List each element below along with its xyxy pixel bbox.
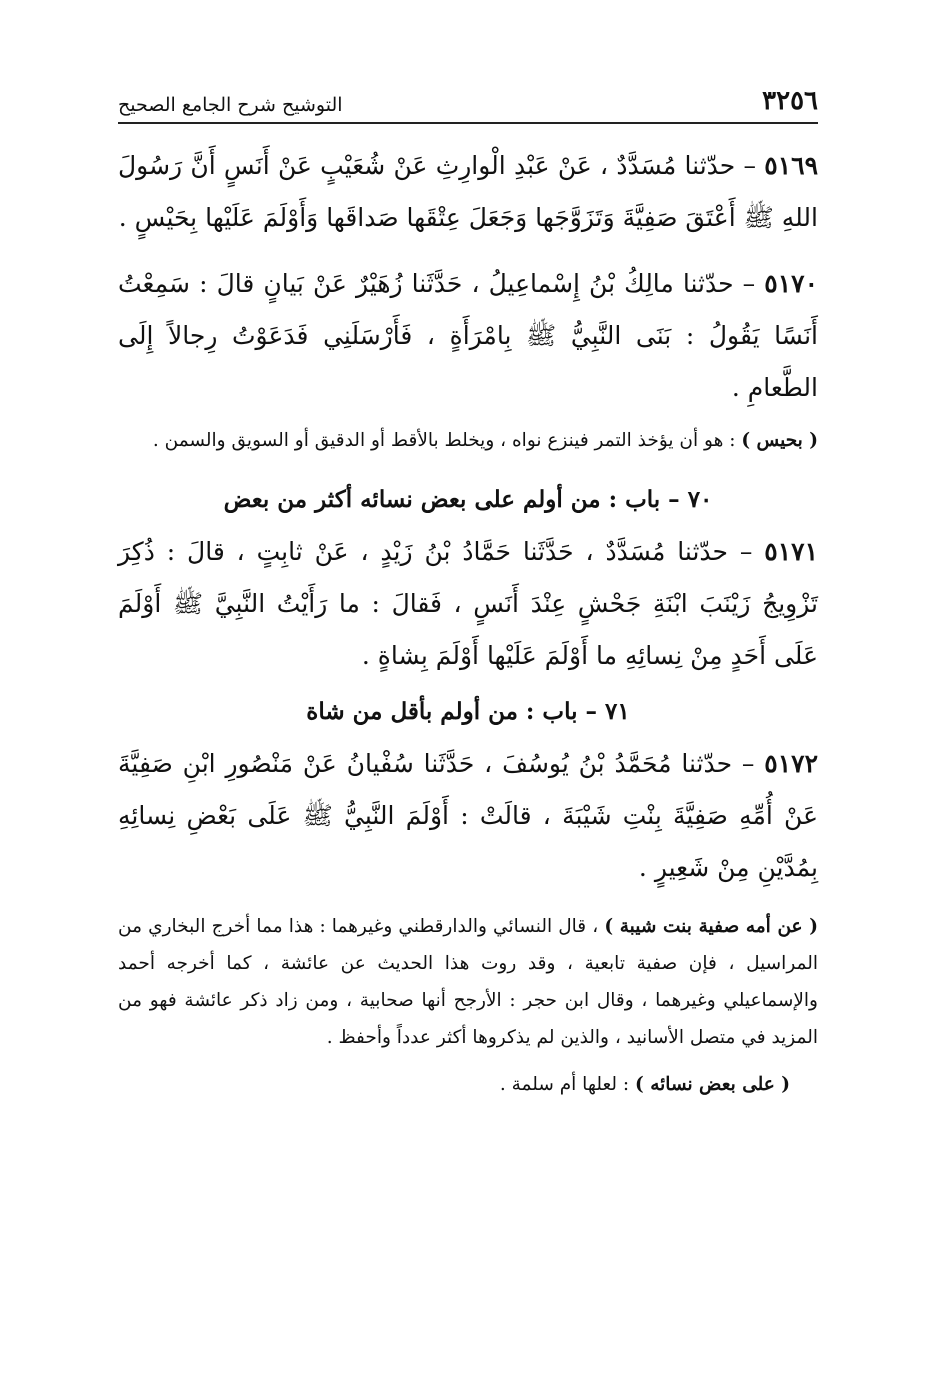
hadith-number: ٥١٧٢: [764, 749, 818, 778]
book-page: [118, 74, 818, 1104]
hadith-5171: [118, 526, 818, 682]
commentary-term: ( بحيس ): [741, 430, 818, 451]
hadith-5170: [118, 258, 818, 414]
hadith-text: – حدّثنا مُسَدَّدٌ ، عَنْ عَبْدِ الْوارِثِ عَنْ شُعَيْبٍ عَنْ أَنَسٍ أَنَّ رَسُولَ اللهِ ﷺ أَعْتَقَ صَفِيَّةَ وَتَزَوَّجَها وَجَعَلَ عِتْقَها صَداقَها وَأَوْلَمَ عَلَيْها بِحَيْسٍ .: [118, 151, 818, 232]
page-header: [118, 74, 818, 124]
chapter-heading-71: ٧١ – باب : من أولم بأقل من شاة: [306, 698, 630, 725]
hadith-text: – حدّثنا مالِكُ بْنُ إِسْماعِيلُ ، حَدَّثَنا زُهَيْرٌ عَنْ بَيانٍ قالَ : سَمِعْتُ أَنَسًا يَقُولُ : بَنَى النَّبِيُّ ﷺ بِامْرَأَةٍ ، فَأَرْسَلَنِي فَدَعَوْتُ رِجالاً إِلَى الطَّعامِ .: [118, 269, 818, 402]
commentary-term: ( عن أمه صفية بنت شيبة ): [604, 916, 819, 937]
hadith-number: ٥١٦٩: [764, 151, 818, 180]
hadith-5169: [118, 140, 818, 244]
chapter-heading-70: ٧٠ – باب : من أولم على بعض نسائه أكثر من بعض: [223, 486, 713, 513]
commentary-some-wives: [118, 1066, 818, 1104]
hadith-5172: [118, 738, 818, 894]
hadith-number: ٥١٧٠: [764, 269, 818, 298]
commentary-text: : لعلها أم سلمة .: [499, 1074, 630, 1095]
page-number: ٣٢٥٦: [762, 86, 818, 116]
commentary-haysa: [118, 422, 818, 460]
commentary-term: ( على بعض نسائه ): [635, 1074, 790, 1095]
commentary-safiyya: [118, 908, 818, 1056]
hadith-number: ٥١٧١: [764, 537, 818, 566]
hadith-text: – حدّثنا مُسَدَّدٌ ، حَدَّثَنا حَمَّادُ بْنُ زَيْدٍ ، عَنْ ثابِتٍ ، قالَ : ذُكِرَ تَزْوِيجُ زَيْنَبَ ابْنَةِ جَحْشٍ عِنْدَ أَنَسٍ ، فَقالَ : ما رَأَيْتُ النَّبِيَّ ﷺ أَوْلَمَ عَلَى أَحَدٍ مِنْ نِسائِهِ ما أَوْلَمَ عَلَيْها أَوْلَمَ بِشاةٍ .: [118, 537, 818, 670]
running-title: التوشيح شرح الجامع الصحيح: [118, 94, 343, 116]
hadith-text: – حدّثنا مُحَمَّدُ بْنُ يُوسُفَ ، حَدَّثَنا سُفْيانُ عَنْ مَنْصُورِ ابْنِ صَفِيَّةَ عَنْ أُمِّهِ صَفِيَّةَ بِنْتِ شَيْبَةَ ، قالَتْ : أَوْلَمَ النَّبِيُّ ﷺ عَلَى بَعْضِ نِسائِهِ بِمُدَّيْنِ مِنْ شَعِيرٍ .: [118, 749, 818, 882]
commentary-text: : هو أن يؤخذ التمر فينزع نواه ، ويخلط بالأقط أو الدقيق أو السويق والسمن .: [152, 430, 736, 451]
commentary-text: ، قال النسائي والدارقطني وغيرهما : هذا مما أخرج البخاري من المراسيل ، فإن صفية تابعية ، وقد روت هذا الحديث عن عائشة ، كما أخرجه أحمد والإسماعيلي وغيرهما ، وقال ابن حجر : الأرجح أنها صحابية ، ومن زاد ذكر عائشة فهو من المزيد في متصل الأسانيد ، والذين لم يذكروها أكثر عدداً وأحفظ .: [118, 916, 818, 1048]
